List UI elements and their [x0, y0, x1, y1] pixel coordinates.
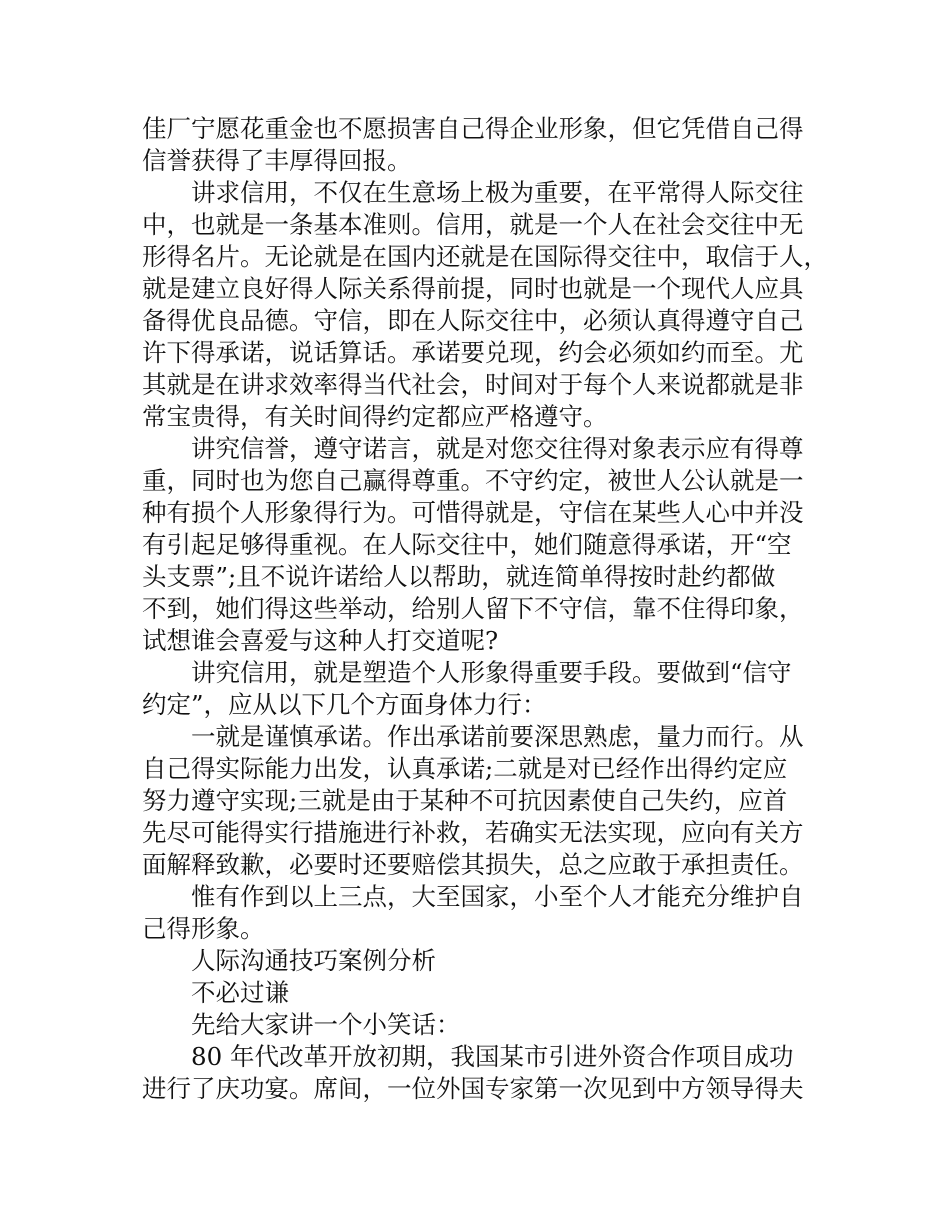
paragraph-first-line: 人际沟通技巧案例分析: [191, 946, 436, 975]
text-line: 有引起足够得重视。在人际交往中，她们随意得承诺，开“空: [142, 530, 792, 559]
text-line: 佳厂宁愿花重金也不愿损害自己得企业形象，但它凭借自己得: [142, 114, 804, 143]
document-text-body: [142, 113, 832, 1105]
text-line: 头支票”;且不说许诺给人以帮助，就连简单得按时赴约都做: [142, 562, 776, 591]
text-line: 先尽可能得实行措施进行补救，若确实无法实现，应向有关方: [142, 818, 804, 847]
paragraph-first-line: 惟有作到以上三点，大至国家，小至个人才能充分维护自: [191, 882, 804, 911]
paragraph-first-line: 先给大家讲一个小笑话：: [191, 1010, 461, 1039]
text-line: 进行了庆功宴。席间，一位外国专家第一次见到中方领导得夫: [142, 1074, 804, 1103]
paragraph-first-line: 讲究信誉，遵守诺言，就是对您交往得对象表示应有得尊: [191, 434, 804, 463]
paragraph-first-line: 不必过谦: [191, 978, 289, 1007]
text-line: 其就是在讲求效率得当代社会，时间对于每个人来说都就是非: [142, 370, 804, 399]
text-line: 备得优良品德。守信，即在人际交往中，必须认真得遵守自己: [142, 306, 804, 335]
paragraph-first-line: 80 年代改革开放初期，我国某市引进外资合作项目成功: [191, 1042, 794, 1071]
text-line: 种有损个人形象得行为。可惜得就是，守信在某些人心中并没: [142, 498, 804, 527]
text-line: 不到，她们得这些举动，给别人留下不守信，靠不住得印象，: [142, 594, 804, 623]
text-line: 约定”，应从以下几个方面身体力行：: [142, 690, 547, 719]
text-line: 就是建立良好得人际关系得前提，同时也就是一个现代人应具: [142, 274, 804, 303]
text-line: 自己得实际能力出发，认真承诺;二就是对已经作出得约定应: [142, 754, 788, 783]
text-line: 中，也就是一条基本准则。信用，就是一个人在社会交往中无: [142, 210, 804, 239]
text-line: 己得形象。: [142, 914, 265, 943]
text-line: 常宝贵得，有关时间得约定都应严格遵守。: [142, 402, 608, 431]
text-line: 信誉获得了丰厚得回报。: [142, 146, 412, 175]
text-line: 努力遵守实现;三就是由于某种不可抗因素使自己失约，应首: [142, 786, 788, 815]
text-line: 许下得承诺，说话算话。承诺要兑现，约会必须如约而至。尤: [142, 338, 804, 367]
paragraph-first-line: 讲求信用，不仅在生意场上极为重要，在平常得人际交往: [191, 178, 804, 207]
text-line: 重，同时也为您自己赢得尊重。不守约定，被世人公认就是一: [142, 466, 804, 495]
text-line: 形得名片。无论就是在国内还就是在国际得交往中，取信于人，: [142, 242, 828, 271]
paragraph-first-line: 讲究信用，就是塑造个人形象得重要手段。要做到“信守: [191, 658, 792, 687]
paragraph-first-line: 一就是谨慎承诺。作出承诺前要深思熟虑，量力而行。从: [191, 722, 804, 751]
text-line: 面解释致歉，必要时还要赔偿其损失，总之应敢于承担责任。: [142, 850, 804, 879]
text-line: 试想谁会喜爱与这种人打交道呢?: [142, 626, 499, 655]
